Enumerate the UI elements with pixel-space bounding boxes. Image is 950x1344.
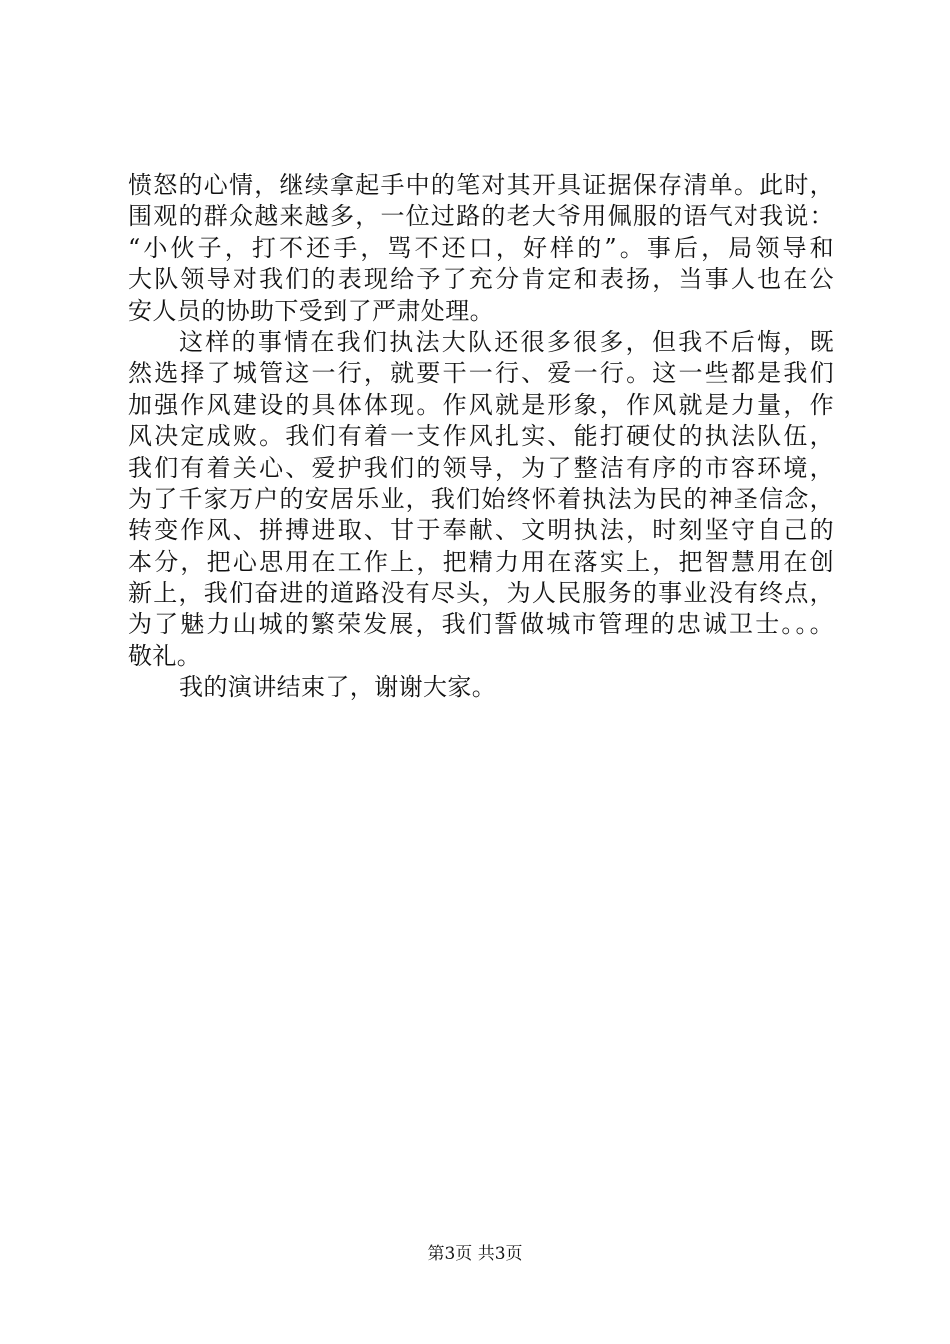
text-line: 新上，我们奋进的道路没有尽头，为人民服务的事业没有终点， [128,579,834,608]
text-line: 大队领导对我们的表现给予了充分肯定和表扬，当事人也在公 [128,265,834,294]
text-line: “小伙子，打不还手，骂不还口，好样的”。事后，局领导和 [128,233,834,262]
text-line: 风决定成败。我们有着一支作风扎实、能打硬仗的执法队伍， [128,422,834,451]
document-body [128,170,834,704]
page-footer: 第3页 共3页 [427,1244,523,1264]
text-line: 为了千家万户的安居乐业，我们始终怀着执法为民的神圣信念， [128,484,834,513]
text-line: 我的演讲结束了，谢谢大家。 [179,673,497,702]
text-line: 本分，把心思用在工作上，把精力用在落实上，把智慧用在创 [128,547,834,576]
text-line: 这样的事情在我们执法大队还很多很多，但我不后悔，既 [179,327,834,356]
text-line: 敬礼。 [128,641,202,670]
text-line: 我们有着关心、爱护我们的领导，为了整洁有序的市容环境， [128,453,834,482]
text-line: 转变作风、拼搏进取、甘于奉献、文明执法，时刻坚守自己的 [128,516,834,545]
text-line: 为了魅力山城的繁荣发展，我们誓做城市管理的忠诚卫士。。。 [128,610,834,639]
text-line: 加强作风建设的具体体现。作风就是形象，作风就是力量，作 [128,390,834,419]
text-line: 然选择了城管这一行，就要干一行、爱一行。这一些都是我们 [128,359,834,388]
text-line: 愤怒的心情，继续拿起手中的笔对其开具证据保存清单。此时， [128,171,834,199]
text-line: 安人员的协助下受到了严肃处理。 [128,296,494,325]
text-line: 围观的群众越来越多，一位过路的老大爷用佩服的语气对我说： [128,202,834,231]
